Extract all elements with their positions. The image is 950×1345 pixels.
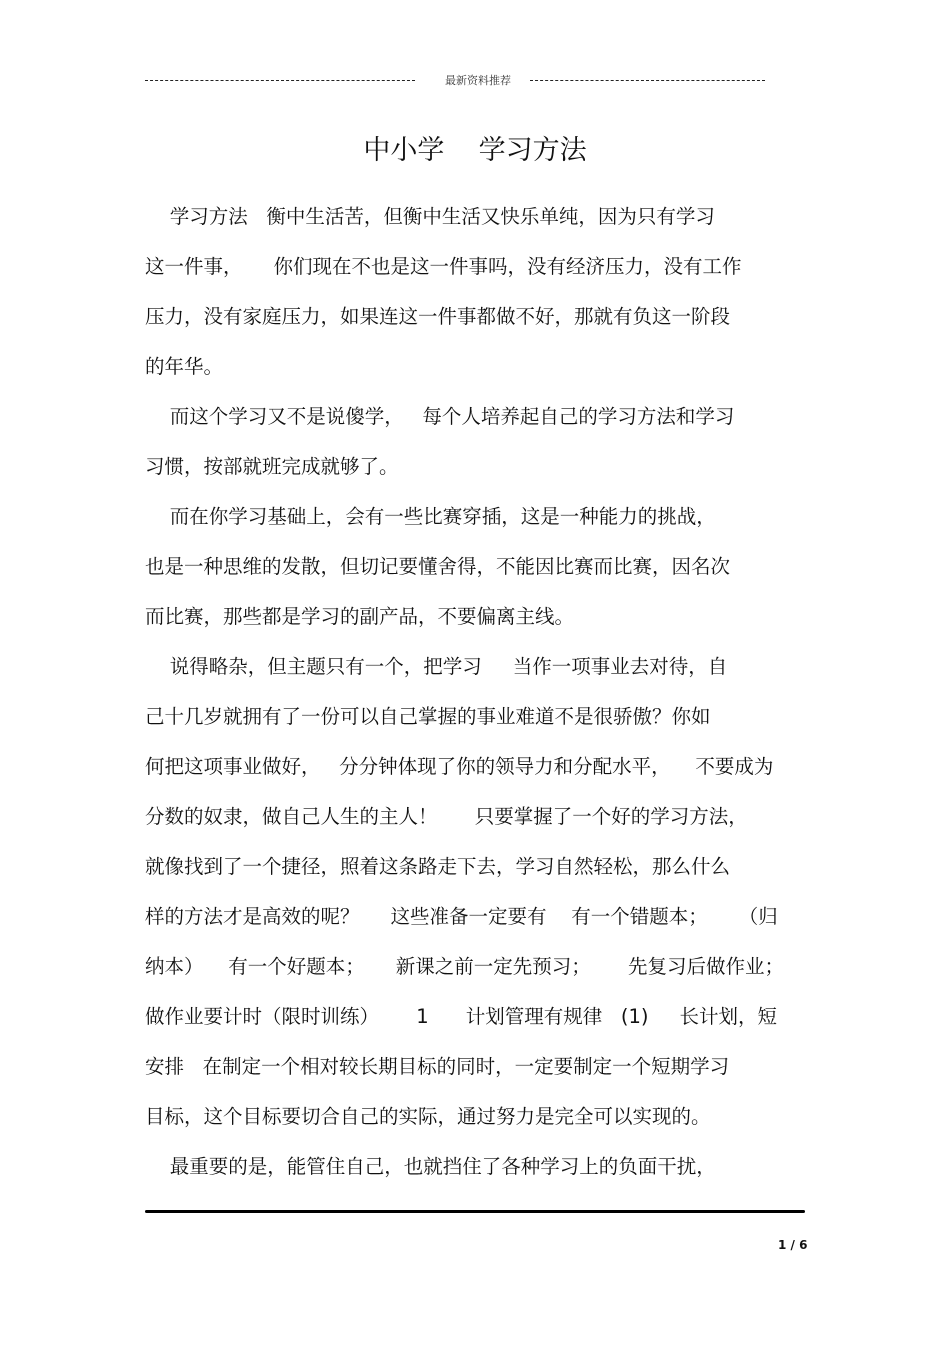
text-line: 做作业要计时（限时训练） 1 计划管理有规律 (1) 长计划，短 <box>145 1005 777 1028</box>
header-divider-right <box>530 80 765 81</box>
text-line: 己十几岁就拥有了一份可以自己掌握的事业难道不是很骄傲？你如 <box>145 705 711 728</box>
text-line: 分数的奴隶，做自己人生的主人！ 只要掌握了一个好的学习方法， <box>145 805 748 828</box>
footer-rule <box>145 1210 805 1213</box>
text-line: 而这个学习又不是说傻学， 每个人培养起自己的学习方法和学习 <box>145 405 735 428</box>
text-line: 习惯，按部就班完成就够了。 <box>145 455 399 478</box>
text-line: 也是一种思维的发散，但切记要懂舍得，不能因比赛而比赛，因名次 <box>145 555 731 578</box>
text-line: 的年华。 <box>145 355 224 378</box>
document-title: 中小学 学习方法 <box>363 135 587 166</box>
text-line: 而比赛，那些都是学习的副产品，不要偏离主线。 <box>145 605 575 628</box>
text-line: 纳本） 有一个好题本； 新课之前一定先预习； 先复习后做作业； <box>145 955 784 978</box>
page-header <box>145 72 765 90</box>
text-line: 而在你学习基础上，会有一些比赛穿插，这是一种能力的挑战， <box>145 505 716 528</box>
header-text: 最新资料推荐 <box>445 74 511 87</box>
text-line: 样的方法才是高效的呢？ 这些准备一定要有 有一个错题本； （归 <box>145 905 778 928</box>
text-line: 学习方法 衡中生活苦，但衡中生活又快乐单纯，因为只有学习 <box>145 205 715 228</box>
page-number: 1 / 6 <box>778 1238 808 1252</box>
text-line: 压力，没有家庭压力，如果连这一件事都做不好，那就有负这一阶段 <box>145 305 731 328</box>
text-line: 这一件事， 你们现在不也是这一件事吗，没有经济压力，没有工作 <box>145 255 742 278</box>
header-divider-left <box>145 80 415 81</box>
text-line: 目标，这个目标要切合自己的实际，通过努力是完全可以实现的。 <box>145 1105 711 1128</box>
text-line: 就像找到了一个捷径，照着这条路走下去，学习自然轻松，那么什么 <box>145 855 731 878</box>
text-line: 何把这项事业做好， 分分钟体现了你的领导力和分配水平， 不要成为 <box>145 755 774 778</box>
text-line: 说得略杂，但主题只有一个，把学习 当作一项事业去对待，自 <box>145 655 728 678</box>
text-line: 最重要的是，能管住自己，也就挡住了各种学习上的负面干扰， <box>145 1155 716 1178</box>
text-line: 安排 在制定一个相对较长期目标的同时，一定要制定一个短期学习 <box>145 1055 730 1078</box>
